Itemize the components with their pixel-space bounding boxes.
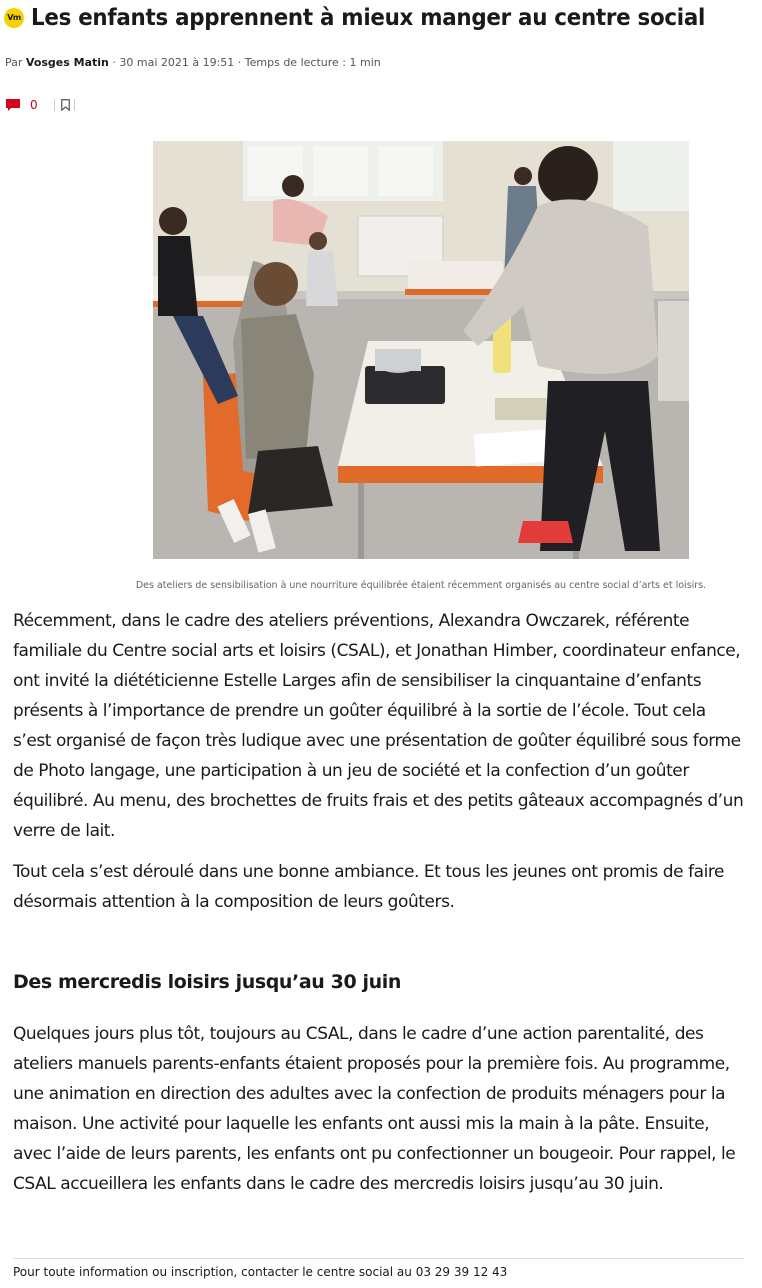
comment-count[interactable]: 0 xyxy=(30,98,38,112)
footer-divider xyxy=(13,1258,744,1259)
publish-date: · 30 mai 2021 à 19:51 · Temps de lecture : 1 min xyxy=(108,56,381,69)
divider xyxy=(54,99,55,111)
meta-by: Par xyxy=(5,56,26,69)
article-paragraph-1: Récemment, dans le cadre des ateliers préventions, Alexandra Owczarek, référente familiale du Centre social arts et loisirs (CSAL), et Jonathan Himber, coordinateur enfance, ont invité la diététicienne Estelle Larges afin de sensibiliser la cinquantaine d’enfants présents à l’importance de prendre un goûter équilibré à la sortie de l’école. Tout cela s’est organisé de façon très ludique avec une présentation de goûter équilibré sous forme de Photo langage, une participation à un jeu de société et la confection d’un goûter équilibré. Au menu, des brochettes de fruits frais et des petits gâteaux accompagnés d’un verre de lait. xyxy=(13,611,744,841)
photo-caption: Des ateliers de sensibilisation à une nourriture équilibrée étaient récemment organisés au centre social d’arts et loisirs. xyxy=(135,580,707,591)
article-header xyxy=(4,0,758,40)
article-meta xyxy=(5,55,381,71)
article-photo[interactable] xyxy=(153,141,689,559)
article-title: Les enfants apprennent à mieux manger au centre social xyxy=(31,5,706,31)
article-subtitle: Des mercredis loisirs jusqu’au 30 juin xyxy=(13,971,401,993)
comment-icon[interactable] xyxy=(6,99,20,111)
article-actions xyxy=(6,96,75,114)
article-paragraph-2: Tout cela s’est déroulé dans une bonne ambiance. Et tous les jeunes ont promis de faire désormais attention à la composition de leurs goûters. xyxy=(13,862,725,912)
divider xyxy=(74,99,75,111)
photo-illustration xyxy=(153,141,689,559)
bookmark-icon[interactable] xyxy=(61,99,70,111)
footer-contact-note: Pour toute information ou inscription, contacter le centre social au 03 29 39 12 43 xyxy=(13,1265,508,1279)
vosges-matin-logo[interactable]: Vm xyxy=(4,8,24,28)
author-name[interactable]: Vosges Matin xyxy=(25,56,109,69)
article-paragraph-3: Quelques jours plus tôt, toujours au CSAL, dans le cadre d’une action parentalité, des ateliers manuels parents-enfants étaient proposés pour la première fois. Au programme, une animation en direction des adultes avec la confection de produits ménagers pour la maison. Une activité pour laquelle les enfants ont aussi mis la main à la pâte. Ensuite, avec l’aide de leurs parents, les enfants ont pu confectionner un bougeoir. Pour rappel, le CSAL accueillera les enfants dans le cadre des mercredis loisirs jusqu’au 30 juin. xyxy=(13,1024,736,1194)
